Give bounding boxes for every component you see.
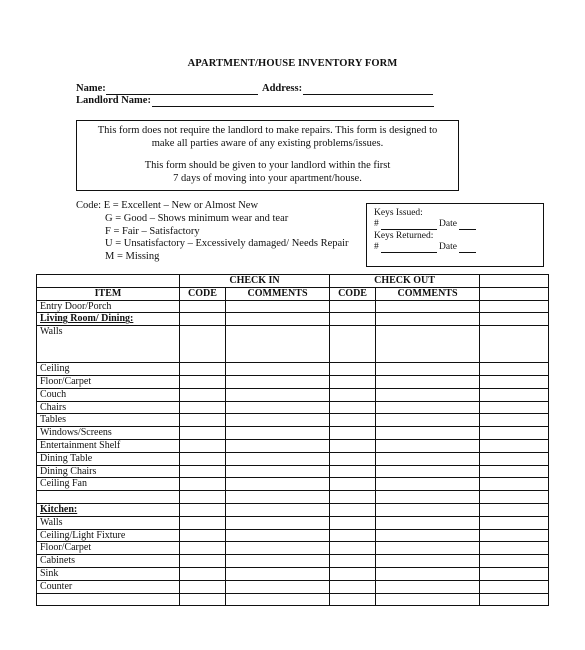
check-in-comments-cell[interactable] <box>226 313 330 326</box>
table-row <box>37 452 549 465</box>
notice-box <box>76 120 459 191</box>
check-out-comments-cell[interactable] <box>376 439 480 452</box>
extra-cell[interactable] <box>480 452 549 465</box>
check-out-code-cell[interactable] <box>330 567 376 580</box>
check-out-code-cell[interactable] <box>330 388 376 401</box>
check-out-code-cell[interactable] <box>330 401 376 414</box>
check-out-code-cell[interactable] <box>330 555 376 568</box>
table-row <box>37 401 549 414</box>
check-in-code-cell[interactable] <box>180 313 226 326</box>
form-title: APARTMENT/HOUSE INVENTORY FORM <box>187 58 398 69</box>
table-row <box>37 542 549 555</box>
check-out-comments-cell[interactable] <box>376 542 480 555</box>
code-missing: M = Missing <box>105 251 160 263</box>
landlord-name-field[interactable] <box>152 106 434 107</box>
item-label: Ceiling Fan <box>37 478 180 491</box>
table-row <box>37 593 549 606</box>
check-in-code-cell[interactable] <box>180 439 226 452</box>
check-out-comments-cell[interactable] <box>376 401 480 414</box>
extra-cell[interactable] <box>480 491 549 504</box>
check-in-code-cell[interactable] <box>180 427 226 440</box>
check-in-code-cell[interactable] <box>180 375 226 388</box>
item-label: Dining Chairs <box>37 465 180 478</box>
extra-cell[interactable] <box>480 363 549 376</box>
check-in-comments-cell[interactable] <box>226 529 330 542</box>
extra-cell[interactable] <box>480 516 549 529</box>
section-label: Living Room/ Dining: <box>37 313 180 326</box>
check-out-code-cell[interactable] <box>330 363 376 376</box>
item-label: Sink <box>37 567 180 580</box>
table-row <box>37 363 549 376</box>
check-in-code-cell[interactable] <box>180 516 226 529</box>
extra-cell[interactable] <box>480 503 549 516</box>
item-label: Counter <box>37 580 180 593</box>
item-label: Walls <box>37 326 180 363</box>
check-in-comments-cell[interactable] <box>226 580 330 593</box>
table-row <box>37 375 549 388</box>
item-label: Chairs <box>37 401 180 414</box>
code-legend <box>76 200 349 264</box>
check-in-comments-cell[interactable] <box>226 375 330 388</box>
check-in-code-cell[interactable] <box>180 491 226 504</box>
check-out-code-cell[interactable] <box>330 465 376 478</box>
table-row <box>37 478 549 491</box>
keys-returned-count-field[interactable] <box>381 252 437 253</box>
item-label: Ceiling <box>37 363 180 376</box>
check-in-code-cell[interactable] <box>180 452 226 465</box>
check-out-code-cell[interactable] <box>330 478 376 491</box>
code-unsatisfactory: U = Unsatisfactory – Excessively damaged/ Needs Repair <box>105 238 349 250</box>
check-in-comments-cell[interactable] <box>226 593 330 606</box>
notice-line-2: make all parties aware of any existing problems/issues. <box>151 137 384 149</box>
keys-issued-date-label: Date <box>439 219 457 229</box>
code-good: G = Good – Shows minimum wear and tear <box>105 212 289 224</box>
check-in-comments-cell[interactable] <box>226 326 330 363</box>
item-label: Ceiling/Light Fixture <box>37 529 180 542</box>
check-out-code-cell[interactable] <box>330 491 376 504</box>
check-out-comments-cell[interactable] <box>376 580 480 593</box>
table-column-header <box>37 287 549 300</box>
check-in-comments-cell[interactable] <box>226 363 330 376</box>
extra-cell[interactable] <box>480 375 549 388</box>
check-out-code-cell[interactable] <box>330 542 376 555</box>
check-in-comments-cell[interactable] <box>226 300 330 313</box>
check-out-code-cell[interactable] <box>330 580 376 593</box>
check-out-comments-cell[interactable] <box>376 529 480 542</box>
check-out-comments-cell[interactable] <box>376 503 480 516</box>
check-in-comments-cell[interactable] <box>226 465 330 478</box>
extra-cell[interactable] <box>480 465 549 478</box>
address-field[interactable] <box>303 94 433 95</box>
notice-line-3: This form should be given to your landlord within the first <box>144 160 391 172</box>
extra-cell[interactable] <box>480 542 549 555</box>
check-in-header: CHECK IN <box>180 275 330 288</box>
table-group-header <box>37 275 549 288</box>
check-in-code-cell[interactable] <box>180 300 226 313</box>
inventory-table <box>36 274 549 606</box>
table-row <box>37 503 549 516</box>
extra-cell[interactable] <box>480 414 549 427</box>
table-row <box>37 326 549 363</box>
check-in-comments-cell[interactable] <box>226 388 330 401</box>
keys-issued-date-field[interactable] <box>459 229 476 230</box>
check-out-comments-cell[interactable] <box>376 478 480 491</box>
table-row <box>37 439 549 452</box>
check-in-comments-cell[interactable] <box>226 516 330 529</box>
table-row <box>37 567 549 580</box>
name-label: Name: <box>76 83 106 94</box>
code-fair: F = Fair – Satisfactory <box>105 225 200 237</box>
item-label: Dining Table <box>37 452 180 465</box>
keys-returned-label: Keys Returned: <box>374 231 434 241</box>
check-out-comments-cell[interactable] <box>376 593 480 606</box>
check-out-comments-cell[interactable] <box>376 313 480 326</box>
check-in-comments-cell[interactable] <box>226 414 330 427</box>
table-row <box>37 465 549 478</box>
check-in-comments-cell[interactable] <box>226 439 330 452</box>
check-in-code-cell[interactable] <box>180 542 226 555</box>
landlord-name-label: Landlord Name: <box>76 95 151 106</box>
check-in-comments-cell[interactable] <box>226 503 330 516</box>
item-label: Entertainment Shelf <box>37 439 180 452</box>
check-out-code-cell[interactable] <box>330 375 376 388</box>
check-in-code-cell[interactable] <box>180 503 226 516</box>
table-row <box>37 300 549 313</box>
table-row <box>37 491 549 504</box>
check-in-code-cell[interactable] <box>180 529 226 542</box>
blank-header <box>480 287 549 300</box>
table-row <box>37 580 549 593</box>
check-in-comments-cell[interactable] <box>226 491 330 504</box>
extra-cell[interactable] <box>480 555 549 568</box>
check-in-comments-cell[interactable] <box>226 427 330 440</box>
table-row <box>37 388 549 401</box>
item-label: Floor/Carpet <box>37 542 180 555</box>
check-in-comments-cell[interactable] <box>226 567 330 580</box>
check-out-comments-header: COMMENTS <box>376 287 480 300</box>
table-row <box>37 313 549 326</box>
extra-cell[interactable] <box>480 427 549 440</box>
check-out-comments-cell[interactable] <box>376 555 480 568</box>
item-label: Windows/Screens <box>37 427 180 440</box>
check-in-code-cell[interactable] <box>180 580 226 593</box>
check-out-comments-cell[interactable] <box>376 465 480 478</box>
check-out-code-header: CODE <box>330 287 376 300</box>
check-in-code-cell[interactable] <box>180 593 226 606</box>
check-out-code-cell[interactable] <box>330 427 376 440</box>
check-in-comments-cell[interactable] <box>226 401 330 414</box>
item-label: Tables <box>37 414 180 427</box>
check-out-code-cell[interactable] <box>330 313 376 326</box>
extra-cell[interactable] <box>480 439 549 452</box>
check-out-comments-cell[interactable] <box>376 363 480 376</box>
check-out-comments-cell[interactable] <box>376 326 480 363</box>
check-out-code-cell[interactable] <box>330 593 376 606</box>
extra-cell[interactable] <box>480 593 549 606</box>
extra-cell[interactable] <box>480 478 549 491</box>
check-out-code-cell[interactable] <box>330 326 376 363</box>
check-out-comments-cell[interactable] <box>376 300 480 313</box>
item-label <box>37 593 180 606</box>
check-out-code-cell[interactable] <box>330 414 376 427</box>
check-in-code-cell[interactable] <box>180 326 226 363</box>
table-row <box>37 529 549 542</box>
keys-returned-date-label: Date <box>439 242 457 252</box>
check-in-comments-cell[interactable] <box>226 452 330 465</box>
check-out-comments-cell[interactable] <box>376 567 480 580</box>
address-label: Address: <box>262 83 303 94</box>
check-in-code-cell[interactable] <box>180 388 226 401</box>
item-label: Floor/Carpet <box>37 375 180 388</box>
check-in-comments-cell[interactable] <box>226 542 330 555</box>
check-in-comments-cell[interactable] <box>226 555 330 568</box>
extra-cell[interactable] <box>480 567 549 580</box>
check-out-comments-cell[interactable] <box>376 452 480 465</box>
check-out-comments-cell[interactable] <box>376 414 480 427</box>
table-row <box>37 414 549 427</box>
check-in-code-cell[interactable] <box>180 567 226 580</box>
check-out-code-cell[interactable] <box>330 516 376 529</box>
check-out-header: CHECK OUT <box>330 275 480 288</box>
check-in-code-cell[interactable] <box>180 555 226 568</box>
blank-header <box>480 275 549 288</box>
check-out-comments-cell[interactable] <box>376 427 480 440</box>
check-in-code-cell[interactable] <box>180 465 226 478</box>
extra-cell[interactable] <box>480 313 549 326</box>
check-out-code-cell[interactable] <box>330 529 376 542</box>
item-label: Couch <box>37 388 180 401</box>
check-out-code-cell[interactable] <box>330 452 376 465</box>
keys-issued-hash: # <box>374 219 379 229</box>
notice-line-4: 7 days of moving into your apartment/house. <box>173 172 362 184</box>
check-in-code-cell[interactable] <box>180 363 226 376</box>
extra-cell[interactable] <box>480 529 549 542</box>
extra-cell[interactable] <box>480 326 549 363</box>
extra-cell[interactable] <box>480 580 549 593</box>
check-out-code-cell[interactable] <box>330 300 376 313</box>
check-out-comments-cell[interactable] <box>376 375 480 388</box>
keys-issued-count-field[interactable] <box>381 229 437 230</box>
check-out-code-cell[interactable] <box>330 439 376 452</box>
keys-box <box>366 203 544 267</box>
check-in-code-header: CODE <box>180 287 226 300</box>
item-label: Entry Door/Porch <box>37 300 180 313</box>
check-out-comments-cell[interactable] <box>376 516 480 529</box>
section-label: Kitchen: <box>37 503 180 516</box>
table-row <box>37 555 549 568</box>
check-in-code-cell[interactable] <box>180 414 226 427</box>
check-in-code-cell[interactable] <box>180 401 226 414</box>
keys-returned-hash: # <box>374 242 379 252</box>
notice-line-1: This form does not require the landlord to make repairs. This form is designed to <box>97 125 438 136</box>
extra-cell[interactable] <box>480 300 549 313</box>
item-label: Cabinets <box>37 555 180 568</box>
check-out-comments-cell[interactable] <box>376 388 480 401</box>
check-in-comments-cell[interactable] <box>226 478 330 491</box>
check-out-comments-cell[interactable] <box>376 491 480 504</box>
check-out-code-cell[interactable] <box>330 503 376 516</box>
keys-issued-label: Keys Issued: <box>374 208 423 218</box>
item-label <box>37 491 180 504</box>
table-row <box>37 516 549 529</box>
blank-header <box>37 275 180 288</box>
keys-returned-date-field[interactable] <box>459 252 476 253</box>
check-in-comments-header: COMMENTS <box>226 287 330 300</box>
table-row <box>37 427 549 440</box>
item-label: Walls <box>37 516 180 529</box>
check-in-code-cell[interactable] <box>180 478 226 491</box>
item-header: ITEM <box>37 287 180 300</box>
extra-cell[interactable] <box>480 401 549 414</box>
code-excellent: Code: E = Excellent – New or Almost New <box>76 200 259 211</box>
extra-cell[interactable] <box>480 388 549 401</box>
